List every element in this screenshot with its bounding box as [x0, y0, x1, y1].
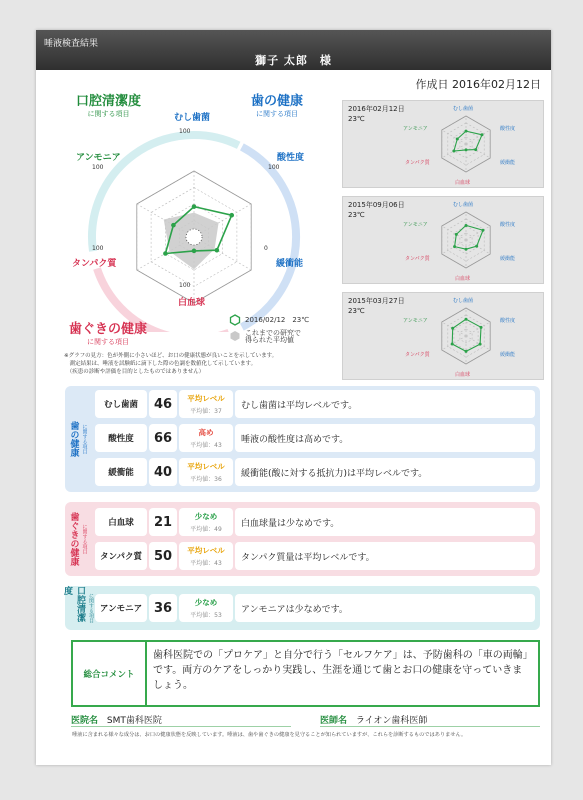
data-point [480, 326, 483, 329]
item-comment: 緩衝能(酸に対する抵抗力)は平均レベルです。 [235, 458, 535, 486]
doctor-label: 医師名 [320, 716, 348, 726]
disclaimer: 唾液に含まれる様々な成分は、お口の健康状態を反映しています。唾液は、歯や歯ぐきの健康を見守ることが知られていますが、これらを診断するものではありません。 [72, 732, 467, 738]
series-line [452, 319, 481, 351]
chart-note: ※グラフの見方：色が外側に小さいほど、お口の健康状態が良いことを示しています。 測定結果は、唾液を試験紙に滴下した際の色調を数値化して示しています。 （疾患の診断や評価を目的としたものではありません） [64, 353, 278, 375]
item-level: 少なめ 平均値：53 [179, 594, 233, 622]
data-point [465, 350, 468, 353]
data-point [465, 248, 468, 251]
result-row [95, 422, 537, 454]
tick-100-lower-left: 100 [92, 245, 104, 252]
series-line [454, 131, 482, 151]
item-name: むし歯菌 [95, 390, 147, 418]
tick-100-upper-right: 100 [268, 164, 280, 171]
mini-label: タンパク質 [405, 160, 430, 166]
overall-comment-box [71, 640, 540, 707]
center-mark [186, 229, 202, 245]
axis-label-protein: タンパク質 [72, 259, 117, 269]
group-sub: に関する項目 [81, 424, 88, 454]
clinic-underline [71, 726, 291, 727]
data-point [451, 342, 454, 345]
item-name: タンパク質 [95, 542, 147, 570]
group-oral [62, 586, 540, 630]
mini-label: アンモニア [403, 222, 428, 228]
mini-label: 緩衝能 [500, 160, 516, 166]
item-value: 46 [149, 390, 177, 418]
data-point [192, 249, 197, 254]
mini-label: 酸性度 [500, 126, 516, 132]
history-card [342, 196, 544, 284]
mini-label: 白血球 [455, 180, 471, 186]
mini-label: アンモニア [403, 126, 428, 132]
data-point [479, 343, 482, 346]
item-level: 平均レベル 平均値：37 [179, 390, 233, 418]
data-point [451, 327, 454, 330]
result-row [95, 388, 537, 420]
history-date: 2016年02月12日 [348, 105, 405, 113]
history-temp: 23℃ [348, 307, 365, 315]
result-row [95, 540, 537, 572]
group-label: 歯の健康 [68, 421, 79, 457]
data-point [481, 133, 484, 136]
ring-teeth [242, 147, 296, 327]
data-point [481, 229, 484, 232]
overall-comment-text: 歯科医院での「プロケア」と自分で行う「セルフケア」は、予防歯科の「車の両輪」です。両方のケアをしっかり実践し、生涯を通じて歯とお口の健康を守っていきましょう。 [153, 650, 528, 691]
mini-label: アンモニア [403, 318, 428, 324]
axis-label-buffer: 緩衝能 [276, 259, 304, 269]
axis-label-acidity: 酸性度 [277, 153, 305, 163]
legend-current: 2016/02/12 23℃ [229, 314, 309, 330]
data-point [452, 150, 455, 153]
result-row [95, 506, 537, 538]
clinic-name: SMT歯科医院 [106, 716, 162, 726]
item-comment: 白血球量は少なめです。 [235, 508, 535, 536]
tick-100-top: 100 [179, 128, 191, 135]
item-value: 50 [149, 542, 177, 570]
header-bar [36, 30, 551, 70]
report-sheet [36, 30, 551, 765]
item-name: 緩衝能 [95, 458, 147, 486]
data-point [453, 245, 456, 248]
data-point [456, 137, 459, 140]
data-point [455, 233, 458, 236]
doctor-info [320, 713, 427, 726]
tick-100-bottom: 100 [179, 282, 191, 289]
result-row [95, 456, 537, 488]
item-name: 白血球 [95, 508, 147, 536]
history-temp: 23℃ [348, 115, 365, 123]
legend-average: これまでの研究で 得られた平均値 [229, 330, 309, 346]
clinic-label: 医院名 [71, 716, 99, 726]
data-point [229, 213, 234, 218]
item-value: 21 [149, 508, 177, 536]
item-name: アンモニア [95, 594, 147, 622]
data-point [465, 318, 468, 321]
history-card [342, 292, 544, 380]
item-value: 66 [149, 424, 177, 452]
item-level: 平均レベル 平均値：36 [179, 458, 233, 486]
history-card [342, 100, 544, 188]
group-gums [65, 502, 540, 576]
tick-100-upper-left: 100 [92, 164, 104, 171]
category-gums: 歯ぐきの健康 に関する項目 [69, 322, 148, 346]
history-temp: 23℃ [348, 211, 365, 219]
item-value: 40 [149, 458, 177, 486]
data-point [465, 148, 468, 151]
history-date: 2015年09月06日 [348, 201, 405, 209]
item-comment: アンモニアは少なめです。 [235, 594, 535, 622]
axis-label-leukocyte: 白血球 [178, 298, 206, 308]
group-teeth [65, 386, 540, 492]
item-comment: むし歯菌は平均レベルです。 [235, 390, 535, 418]
category-teeth: 歯の健康 に関する項目 [251, 94, 304, 118]
axis-label-ammonia: アンモニア [76, 153, 121, 163]
mini-label: 白血球 [455, 372, 471, 378]
group-sub: に関する項目 [88, 593, 94, 623]
category-oral: 口腔清潔度 に関する項目 [76, 94, 142, 118]
item-level: 高め 平均値：43 [179, 424, 233, 452]
mini-label: タンパク質 [405, 352, 430, 358]
data-point [474, 148, 477, 151]
item-name: 酸性度 [95, 424, 147, 452]
hexagon-outline-icon [229, 314, 241, 326]
mini-label: 酸性度 [500, 318, 516, 324]
result-row [95, 592, 537, 624]
data-point [192, 204, 197, 209]
overall-comment-label: 総合コメント [73, 642, 147, 705]
created-date: 作成日 2016年02月12日 [415, 78, 541, 91]
item-value: 36 [149, 594, 177, 622]
item-comment: タンパク質量は平均レベルです。 [235, 542, 535, 570]
mini-label: 酸性度 [500, 222, 516, 228]
data-point [215, 248, 220, 253]
group-label: 歯ぐきの健康 [68, 512, 79, 566]
data-point [163, 251, 168, 256]
hexagon-filled-icon [229, 330, 241, 342]
tick-0-lower-right: 0 [264, 245, 268, 252]
mini-label: 緩衝能 [500, 256, 516, 262]
mini-label: むし歯菌 [453, 106, 474, 112]
mini-label: むし歯菌 [453, 202, 474, 208]
mini-label: 白血球 [455, 276, 471, 282]
data-point [475, 245, 478, 248]
item-level: 平均レベル 平均値：43 [179, 542, 233, 570]
doctor-underline [320, 726, 540, 727]
mini-label: むし歯菌 [453, 298, 474, 304]
clinic-info [71, 713, 162, 726]
item-comment: 唾液の酸性度は高めです。 [235, 424, 535, 452]
doctor-name: ライオン歯科医師 [355, 716, 428, 726]
chart-legend [229, 314, 309, 346]
history-date: 2015年03月27日 [348, 297, 405, 305]
mini-label: タンパク質 [405, 256, 430, 262]
item-level: 少なめ 平均値：49 [179, 508, 233, 536]
report-title: 唾液検査結果 [44, 39, 99, 49]
mini-label: 緩衝能 [500, 352, 516, 358]
axis-label-cavity-bacteria: むし歯菌 [174, 113, 211, 123]
data-point [171, 223, 176, 228]
group-sub: に関する項目 [81, 524, 88, 554]
patient-name: 獅子 太郎 様 [255, 54, 332, 67]
data-point [465, 130, 468, 133]
data-point [465, 224, 468, 227]
group-label: 口腔清潔度 [62, 586, 85, 622]
